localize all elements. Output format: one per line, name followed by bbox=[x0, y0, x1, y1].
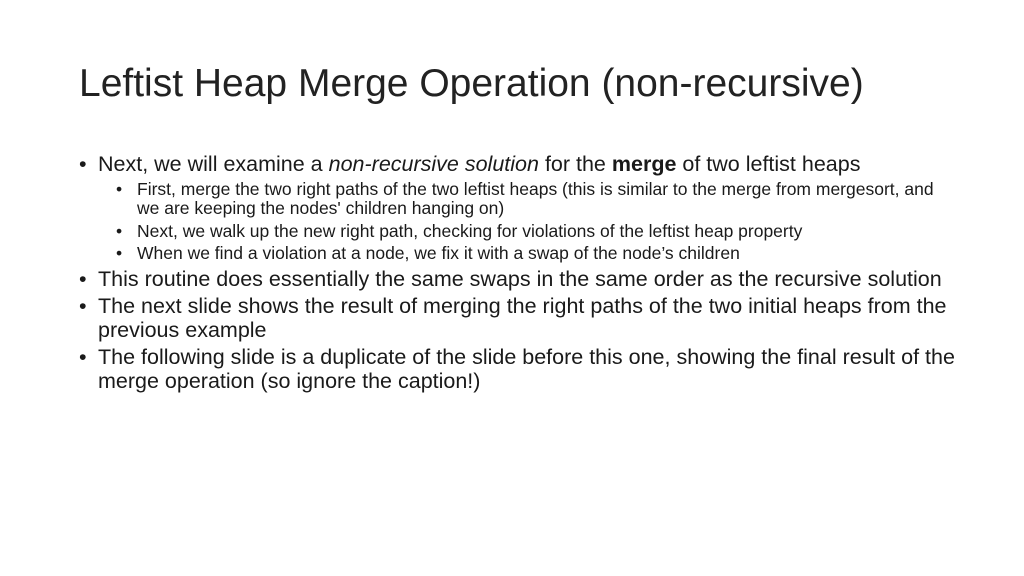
sub-bullet-item-3: • When we find a violation at a node, we fix it with a swap of the node’s children bbox=[116, 244, 959, 264]
sub-bullet-item-1: • First, merge the two right paths of the two leftist heaps (this is similar to the merge from mergesort, and we are keeping the nodes' children hanging on) bbox=[116, 180, 959, 219]
sub-bullet-list bbox=[98, 180, 959, 264]
bullet-item-3: • The next slide shows the result of merging the right paths of the two initial heaps from the previous example bbox=[79, 295, 959, 342]
bullet-list bbox=[79, 153, 959, 393]
slide-title: Leftist Heap Merge Operation (non-recursive) bbox=[79, 62, 864, 105]
bullet-text: Next, we will examine a bbox=[98, 152, 329, 176]
sub-bullet-item-2: • Next, we walk up the new right path, checking for violations of the leftist heap property bbox=[116, 222, 959, 242]
bullet-text: of two leftist heaps bbox=[676, 152, 861, 176]
bullet-text: for the bbox=[538, 152, 612, 176]
bullet-item-4: • The following slide is a duplicate of the slide before this one, showing the final result of the merge operation (so ignore the caption!) bbox=[79, 346, 959, 393]
bullet-item-1 bbox=[79, 153, 959, 264]
slide-body bbox=[79, 153, 959, 397]
bullet-item-2: • This routine does essentially the same swaps in the same order as the recursive solution bbox=[79, 268, 959, 292]
bold-word: merge bbox=[611, 152, 677, 176]
italic-phrase: non-recursive solution bbox=[328, 152, 539, 176]
